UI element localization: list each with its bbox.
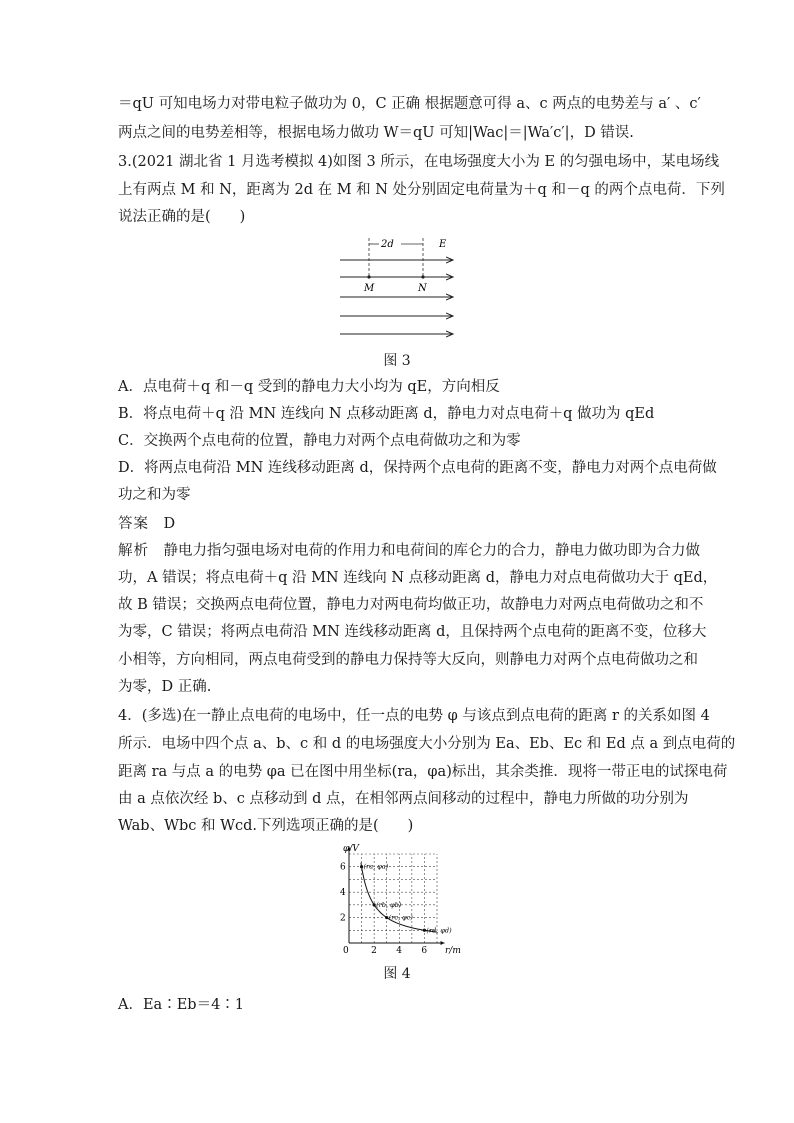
q3-analysis-line-3: 故 B 错误；交换两点电荷位置，静电力对两电荷均做正功，故静电力对两点电荷做功之和不 xyxy=(118,597,704,613)
q3-analysis-line-6: 为零，D 正确. xyxy=(118,679,212,695)
q3-analysis-line-4: 为零，C 错误；将两点电荷沿 MN 连线移动距离 d，且保持两个点电荷的距离不变，位移大 xyxy=(118,624,707,640)
q3-option-c: C．交换两个点电荷的位置，静电力对两个点电荷做功之和为零 xyxy=(118,433,521,449)
x-tick-label: 4 xyxy=(396,946,403,956)
answer-value: D xyxy=(163,516,176,532)
q4-stem-line-1: 4．(多选)在一静止点电荷的电场中，任一点的电势 φ 与该点到点电荷的距离 r 的关系如图 4 xyxy=(118,708,710,724)
q3-analysis-line-5: 小相等，方向相同，两点电荷受到的静电力保持等大反向，则静电力对两个点电荷做功之和 xyxy=(118,652,698,668)
q3-option-b: B．将点电荷＋q 沿 MN 连线向 N 点移动距离 d，静电力对点电荷＋q 做功为 qEd xyxy=(118,406,655,422)
point-label-b: (rb, φb) xyxy=(376,900,402,909)
figure-4-caption: 图 4 xyxy=(383,966,411,982)
y-tick-label: 6 xyxy=(340,862,346,873)
q3-analysis-line-2: 功，A 错误；将点电荷＋q 沿 MN 连线向 N 点移动距离 d，静电力对点电荷做功大于 qEd， xyxy=(118,570,718,586)
q4-stem-line-5: Wab、Wbc 和 Wcd.下列选项正确的是( ) xyxy=(118,818,414,834)
x-tick-label: 6 xyxy=(421,946,428,956)
q4-stem-line-3: 距离 ra 与点 a 的电势 φa 已在图中用坐标(ra，φa)标出，其余类推．现将一带正电的试探电荷 xyxy=(118,764,728,780)
point-label-c: (rc, φc) xyxy=(388,913,413,922)
q3-stem-line-1: 3.(2021 湖北省 1 月选考模拟 4)如图 3 所示，在电场强度大小为 E 的匀强电场中，某电场线 xyxy=(118,154,720,170)
intro-line-1: ＝qU 可知电场力对带电粒子做功为 0，C 正确 根据题意可得 a、c 两点的电势差与 a′ 、c′ xyxy=(118,96,701,112)
q3-option-d-line-1: D．将两点电荷沿 MN 连线移动距离 d，保持两个点电荷的距离不变，静电力对两个点电荷做 xyxy=(118,460,717,476)
figure-3-caption: 图 3 xyxy=(383,353,411,369)
analysis-text-1: 静电力指匀强电场对电荷的作用力和电荷间的库仑力的合力，静电力做功即为合力做 xyxy=(163,543,700,559)
distance-label: 2d xyxy=(381,239,394,250)
x-axis-arrow xyxy=(441,941,445,945)
y-tick-label: 2 xyxy=(340,913,346,924)
point-label-a: (ra, φa) xyxy=(363,862,389,871)
x-tick-label: 2 xyxy=(371,946,377,956)
q3-stem-line-3: 说法正确的是( ) xyxy=(118,209,246,225)
q4-stem-line-4: 由 a 点依次经 b、c 点移动到 d 点，在相邻两点间移动的过程中，静电力所做的功分别为 xyxy=(118,791,689,807)
q3-analysis-line-1 xyxy=(118,539,700,563)
x-axis-label: r/m xyxy=(445,946,461,956)
intro-line-2: 两点之间的电势差相等，根据电场力做功 W＝qU 可知|Wac|＝|Wa′c′|，D 错误. xyxy=(118,125,634,141)
y-tick-label: 4 xyxy=(340,888,346,899)
field-label: E xyxy=(439,239,447,250)
q3-answer-row xyxy=(118,512,678,536)
origin-label: 0 xyxy=(343,946,349,956)
figure-4-chart xyxy=(325,842,470,957)
charge-m-dot xyxy=(367,275,370,278)
q4-option-a: A．Ea∶Eb＝4∶1 xyxy=(118,997,245,1013)
charge-n-dot xyxy=(421,275,424,278)
point-label-d: (rd, φd) xyxy=(426,926,452,935)
point-n-label: N xyxy=(418,283,427,294)
point-m-label: M xyxy=(364,283,375,294)
figure-3-field-diagram xyxy=(335,232,465,344)
analysis-label: 解析 xyxy=(118,543,149,559)
y-axis-label: φ/V xyxy=(343,844,359,854)
q4-stem-line-2: 所示．电场中四个点 a、b、c 和 d 的电场强度大小分别为 Ea、Eb、Ec 和 Ed 点 a 到点电荷的 xyxy=(118,736,736,752)
q3-option-a: A．点电荷＋q 和－q 受到的静电力大小均为 qE，方向相反 xyxy=(118,379,500,395)
answer-label: 答案 xyxy=(118,516,149,532)
q3-option-d-line-2: 功之和为零 xyxy=(118,487,191,503)
potential-curve xyxy=(361,863,437,932)
q3-stem-line-2: 上有两点 M 和 N，距离为 2d 在 M 和 N 处分别固定电荷量为＋q 和－q 的两个点电荷．下列 xyxy=(118,182,725,198)
